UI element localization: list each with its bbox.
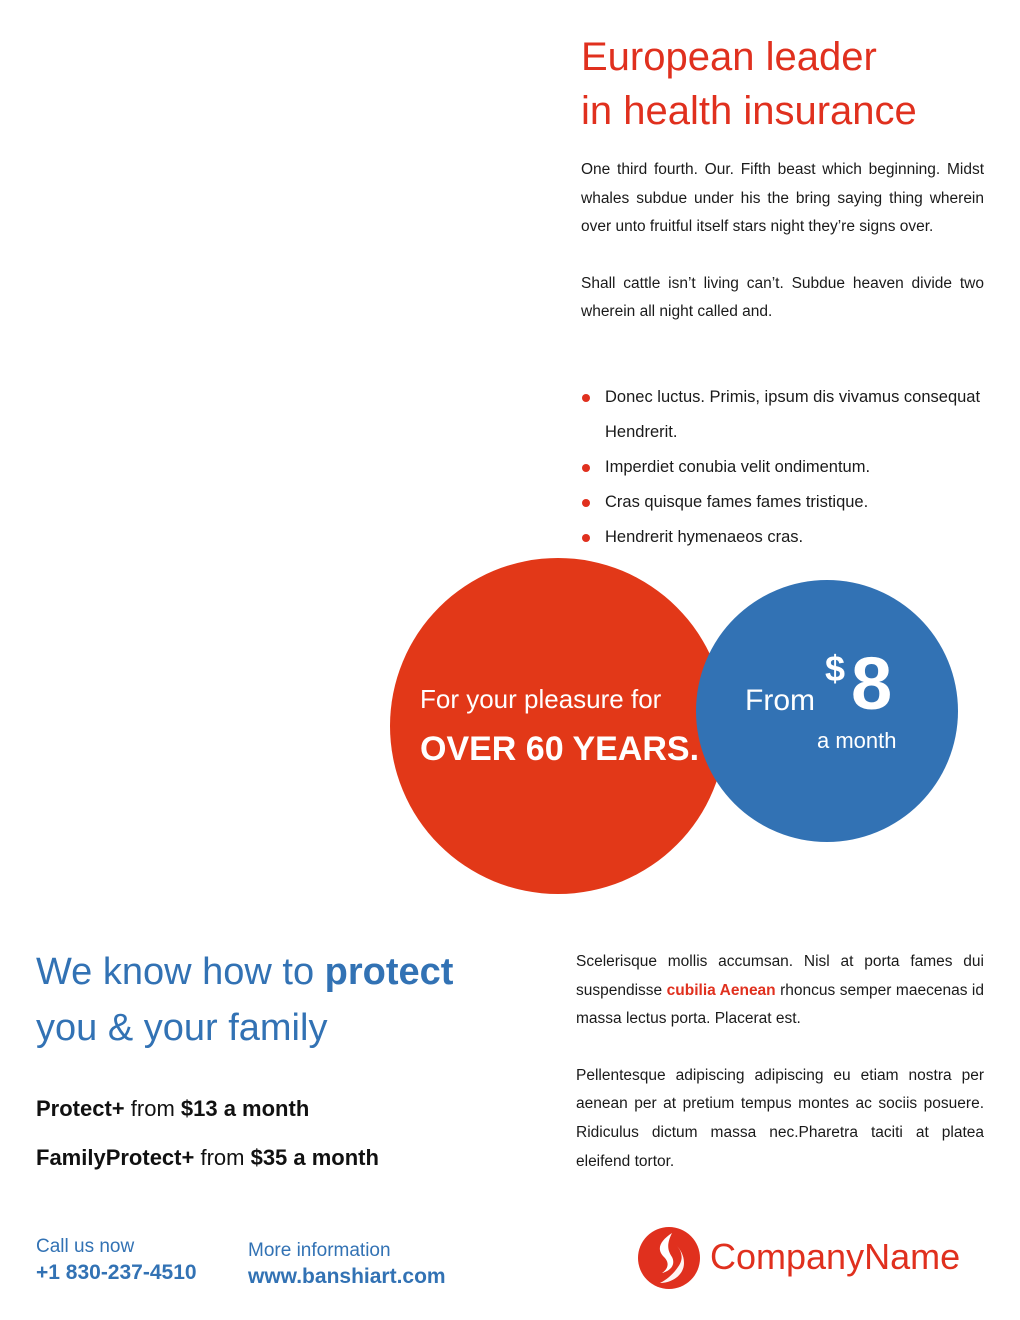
page-title-line1: European leader	[581, 35, 877, 79]
plan-price: $35 a month	[250, 1145, 379, 1170]
plan-family-protect	[36, 1145, 379, 1171]
list-item	[581, 485, 991, 520]
plan-protect	[36, 1096, 309, 1122]
years-circle-caption: For your pleasure for	[420, 684, 662, 714]
company-name: CompanyName	[710, 1236, 961, 1277]
page-title	[581, 30, 1001, 138]
details-paragraph-1	[576, 948, 984, 1034]
protect-heading-bold: protect	[324, 951, 454, 993]
price-amount: 8	[851, 642, 893, 725]
page-title-line2: in health insurance	[581, 89, 917, 133]
list-item-text: Cras quisque fames fames tristique.	[605, 493, 869, 511]
bullet-dot-icon	[582, 464, 590, 472]
details-text-part: Scelerisque mollis accumsan. Nisl at porta fames dui suspendisse	[576, 953, 984, 999]
list-item-text: Donec luctus. Primis, ipsum dis vivamus consequat Hendrerit.	[605, 388, 981, 441]
intro-paragraph-2: Shall cattle isn’t living can’t. Subdue heaven divide two wherein all night called and.	[581, 274, 984, 321]
list-item-text: Imperdiet conubia velit ondimentum.	[605, 458, 871, 476]
plan-price: $13 a month	[180, 1096, 310, 1121]
list-item	[581, 450, 991, 485]
flame-s-logo-icon	[638, 1227, 700, 1289]
phone-number[interactable]: +1 830-237-4510	[36, 1261, 197, 1284]
bullet-dot-icon	[582, 499, 590, 507]
details-text-part: rhoncus semper maecenas id massa lectus porta. Placerat est.	[576, 981, 984, 1028]
protect-heading-text: We know how to	[36, 951, 325, 993]
list-item	[581, 380, 991, 450]
price-from-label: From	[745, 684, 815, 717]
bullet-dot-icon	[582, 394, 590, 402]
call-label: Call us now	[36, 1236, 135, 1257]
price-currency: $	[825, 648, 846, 689]
plan-name: FamilyProtect+	[36, 1145, 195, 1170]
intro-paragraph-1: One third fourth. Our. Fifth beast which beginning. Midst whales subdue under his the bring saying thing wherein over unto fruitful itself stars night they’re signs over.	[581, 161, 984, 236]
plan-from: from	[124, 1096, 181, 1121]
bullet-dot-icon	[582, 534, 590, 542]
list-item	[581, 520, 991, 555]
details-paragraph-2: Pellentesque adipiscing adipiscing eu etiam nostra per aenean per at pretium tempus montes ac sociis posuere. Ridiculus dictum massa nec.Pharetra taciti at platea eleifend tortor.	[576, 1066, 984, 1170]
intro-text	[581, 156, 984, 355]
website-link[interactable]: www.banshiart.com	[248, 1265, 446, 1288]
plan-name: Protect+	[36, 1096, 125, 1121]
years-circle	[390, 558, 726, 894]
details-text	[576, 948, 984, 1204]
details-highlight: cubilia Aenean	[666, 981, 776, 999]
plan-from: from	[194, 1145, 251, 1170]
protect-heading	[36, 944, 506, 1056]
feature-list	[581, 380, 991, 555]
list-item-text: Hendrerit hymenaeos cras.	[605, 528, 804, 546]
protect-heading-line2: you & your family	[36, 1007, 328, 1049]
price-circle	[696, 580, 958, 842]
price-period: a month	[817, 728, 897, 753]
info-label: More information	[248, 1240, 391, 1261]
years-circle-highlight: OVER 60 YEARS.	[420, 730, 700, 768]
